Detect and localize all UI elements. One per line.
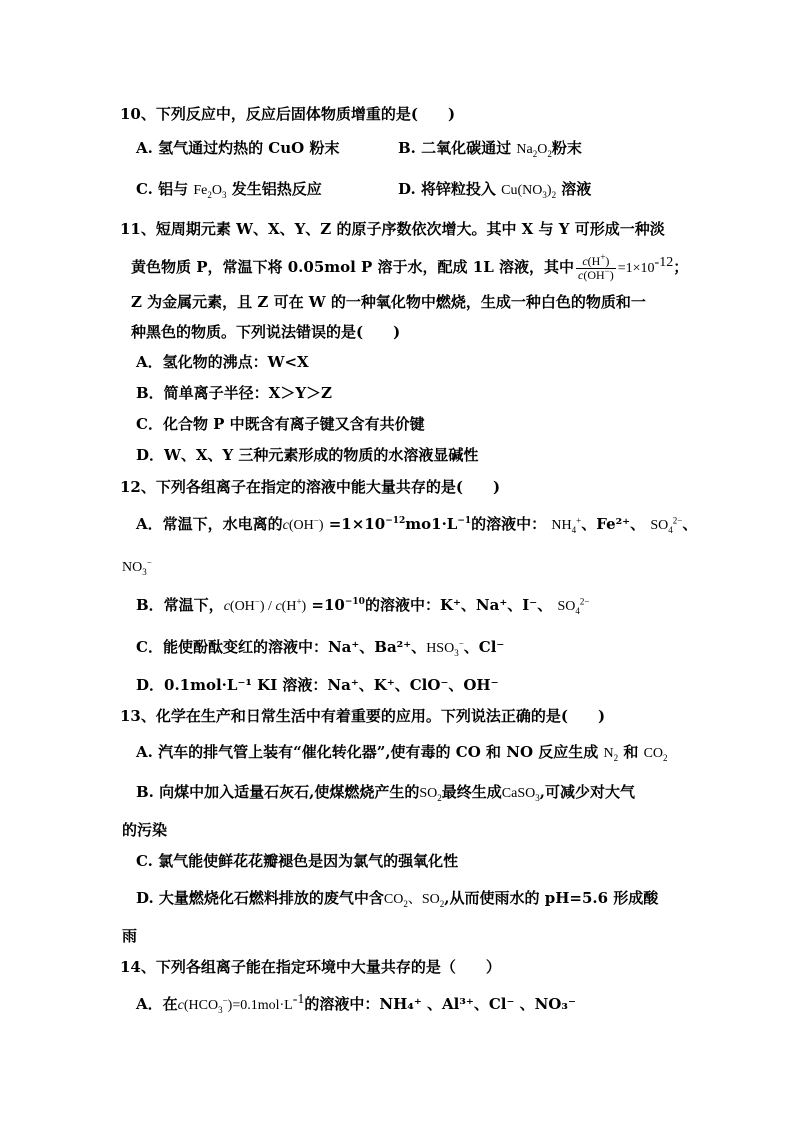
q12-option-b: B．常温下，$c(OH^-) / c(H^+) =10^{-10}$的溶液中：K⁺、Na⁺、I⁻、 $SO_4^{2-}$ [136,596,590,616]
q10-stem: 10、下列反应中，反应后固体物质增重的是( ) [120,105,456,123]
q11-line-2: 黄色物质 P，常温下将 0.05mol P 溶于水，配成 1L 溶液，其中 $\frac{c(H^+)}{c(OH^-)}$ $=1\times 10^{-12}$； [131,251,689,282]
q13-option-d: D. 大量燃烧化石燃料排放的废气中含$CO_2$、$SO_2$,从而使雨水的 pH=5.6 形成酸 [136,889,659,909]
q14-stem: 14、下列各组离子能在指定环境中大量共存的是（ ） [120,958,501,976]
q12-stem: 12、下列各组离子在指定的溶液中能大量共存的是( ) [120,478,501,496]
q13-option-a: A. 汽车的排气管上装有“催化转化器”,使有毒的 CO 和 NO 反应生成 $N_2$ 和 $CO_2$ [136,743,668,763]
q11-option-d: D．W、X、Y 三种元素形成的物质的水溶液显碱性 [136,446,479,464]
q13-stem: 13、化学在生产和日常生活中有着重要的应用。下列说法正确的是( ) [120,707,606,725]
q11-option-a: A．氢化物的沸点：W<X [136,353,309,371]
q11-option-b: B．简单离子半径：X＞Y＞Z [136,384,332,402]
q10-option-c: C. 铝与 $Fe_2O_3$ 发生铝热反应 [136,180,322,200]
q11-line-4: 种黑色的物质。下列说法错误的是( ) [131,323,401,341]
q10-option-d: D. 将锌粒投入 $Cu(NO_3)_2$ 溶液 [398,180,592,200]
q11-line-1: 11、短周期元素 W、X、Y、Z 的原子序数依次增大。其中 X 与 Y 可形成一种淡 [120,220,665,238]
q13-option-c: C. 氯气能使鲜花花瓣褪色是因为氯气的强氧化性 [136,852,459,870]
q13-option-d-wrap: 雨 [122,927,138,945]
q11-option-c: C．化合物 P 中既含有离子键又含有共价键 [136,415,425,433]
q11-line-3: Z 为金属元素，且 Z 可在 W 的一种氧化物中燃烧，生成一种白色的物质和一 [131,293,646,311]
q12-option-a: A．常温下，水电离的$c(OH^-) =1\times 10^{-12}mo1\cdot L^{-1}$的溶液中： $NH_4^+$、Fe²⁺、 $SO_4^{2-}$、 [136,515,698,535]
q12-option-d: D．0.1mol·L⁻¹ KI 溶液：Na⁺、K⁺、ClO⁻、OH⁻ [136,676,499,694]
q12-option-c: C．能使酚酞变红的溶液中：Na⁺、Ba²⁺、$HSO_3^-$、Cl⁻ [136,638,505,658]
q13-option-b-wrap: 的污染 [122,821,168,839]
q11-fraction: $\frac{c(H^+)}{c(OH^-)}$ [578,251,614,282]
q10-option-a: A. 氢气通过灼热的 CuO 粉末 [136,139,340,157]
q10-option-b: B. 二氧化碳通过 $Na_2O_2$粉末 [398,139,582,159]
q12-option-a-wrap: $NO_3^-$ [122,557,152,577]
q14-option-a: A．在$c(HCO_3^-)=0.1mol\cdot L^{-1}$的溶液中：NH₄⁺ 、Al³⁺、Cl⁻ 、NO₃⁻ [136,992,576,1015]
q13-option-b: B. 向煤中加入适量石灰石,使煤燃烧产生的$SO_2$最终生成CaSO$_3$,可减少对大气 [136,783,635,803]
